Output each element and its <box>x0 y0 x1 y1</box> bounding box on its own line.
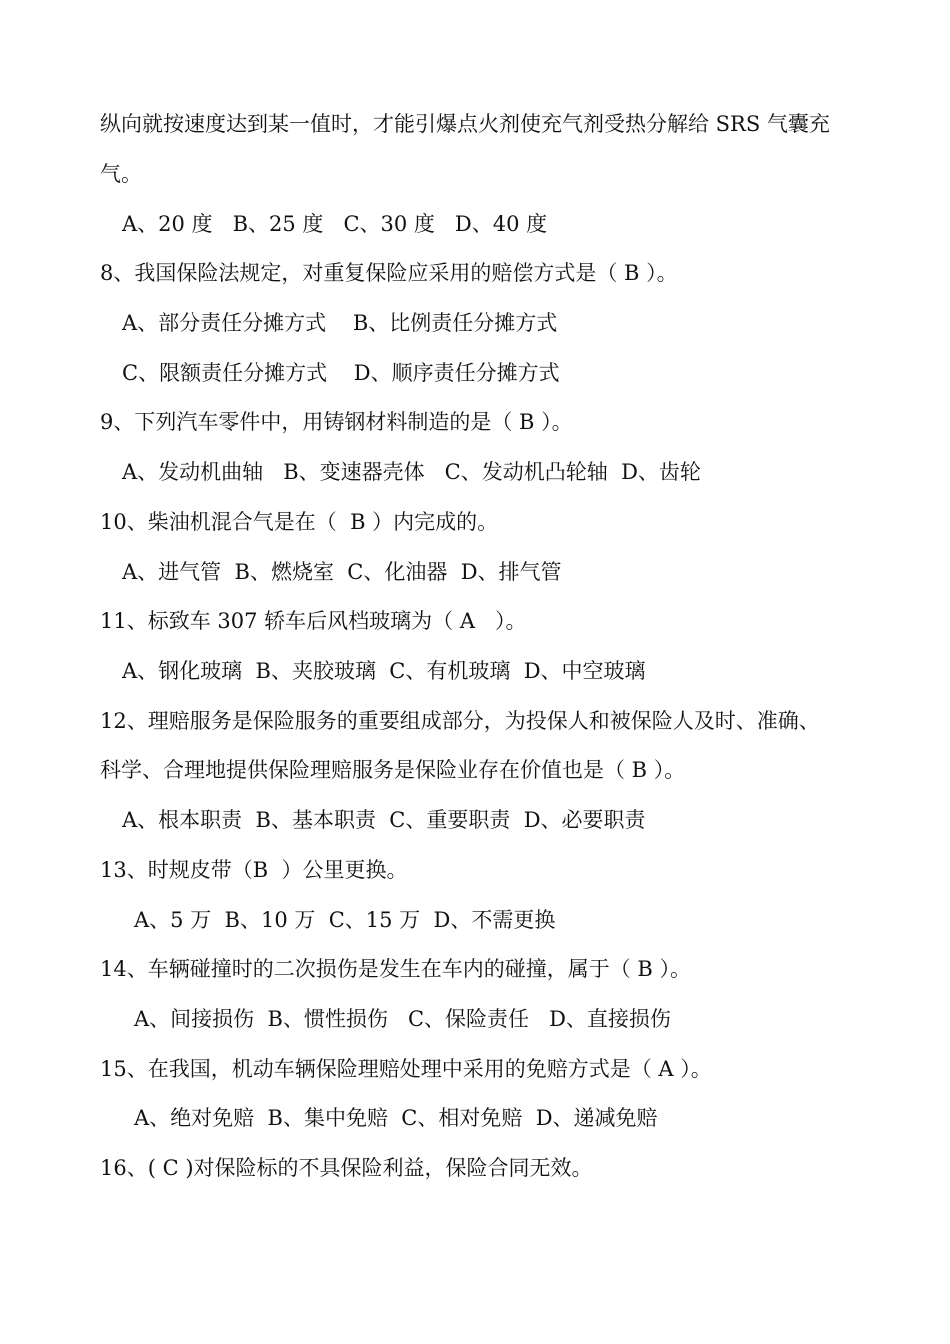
question-10: 10、柴油机混合气是在（ B ）内完成的。 <box>100 510 499 534</box>
answer-options: A、间接损伤 B、惯性损伤 C、保险责任 D、直接损伤 <box>134 1007 671 1031</box>
question-12: 12、理赔服务是保险服务的重要组成部分，为投保人和被保险人及时、准确、 <box>100 709 820 733</box>
answer-options: A、部分责任分摊方式 B、比例责任分摊方式 <box>122 311 558 335</box>
answer-options: A、钢化玻璃 B、夹胶玻璃 C、有机玻璃 D、中空玻璃 <box>122 659 646 683</box>
text-line: 纵向就按速度达到某一值时，才能引爆点火剂使充气剂受热分解给 SRS 气囊充 <box>100 112 830 136</box>
answer-options: A、20 度 B、25 度 C、30 度 D、40 度 <box>122 212 548 236</box>
question-14: 14、车辆碰撞时的二次损伤是发生在车内的碰撞，属于（ B ）。 <box>100 957 692 981</box>
question-9: 9、下列汽车零件中，用铸钢材料制造的是（ B ）。 <box>100 410 573 434</box>
answer-options: A、发动机曲轴 B、变速器壳体 C、发动机凸轮轴 D、齿轮 <box>122 460 701 484</box>
answer-options: A、根本职责 B、基本职责 C、重要职责 D、必要职责 <box>122 808 646 832</box>
answer-options: C、限额责任分摊方式 D、顺序责任分摊方式 <box>122 361 560 385</box>
answer-options: A、5 万 B、10 万 C、15 万 D、不需更换 <box>134 908 556 932</box>
question-13: 13、时规皮带（B ）公里更换。 <box>100 858 408 882</box>
text-line: 科学、合理地提供保险理赔服务是保险业存在价值也是（ B ）。 <box>100 758 686 782</box>
question-15: 15、在我国，机动车辆保险理赔处理中采用的免赔方式是（ A ）。 <box>100 1057 712 1081</box>
question-11: 11、标致车 307 轿车后风档玻璃为（ A ）。 <box>100 609 527 633</box>
text-line: 气。 <box>100 162 142 186</box>
question-8: 8、我国保险法规定，对重复保险应采用的赔偿方式是（ B ）。 <box>100 261 678 285</box>
question-16: 16、( C )对保险标的不具保险利益，保险合同无效。 <box>100 1156 593 1180</box>
answer-options: A、绝对免赔 B、集中免赔 C、相对免赔 D、递减免赔 <box>134 1106 658 1130</box>
answer-options: A、进气管 B、燃烧室 C、化油器 D、排气管 <box>122 560 562 584</box>
